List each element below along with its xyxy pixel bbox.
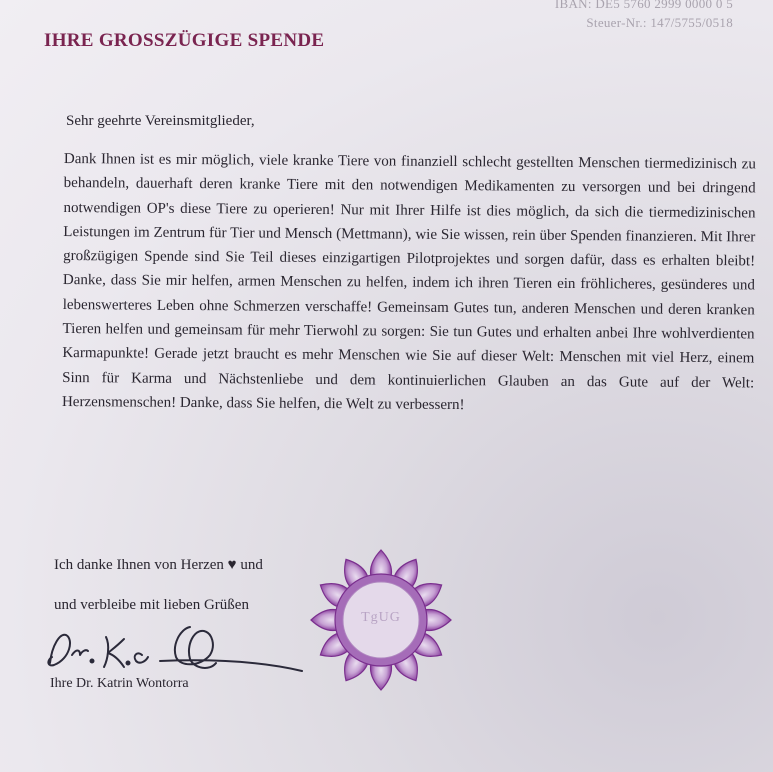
seal-monogram: TgUG bbox=[361, 610, 401, 625]
letter-body: Dank Ihnen ist es mir möglich, viele kranke Tiere von finanziell schlecht gestellten Menschen tiermedizinisch zu behandeln, dauerhaft deren kranke Tiere mit den notwendigen Medikamenten zu versorgen und bei dringend notwendigen OP's diese Tiere zu operieren! Nur mit Ihrer Hilfe ist dies möglich, da sich die tiermedizinischen Leistungen im Zentrum für Tier und Mensch (Mettmann), wie Sie wissen, rein über Spenden finanzieren. Mit Ihrer großzügigen Spende sind Sie Teil dieses einzigartigen Pilotprojektes und sorgen dafür, dass es erhalten bleibt! Danke, dass Sie mir helfen, armen Menschen zu helfen, indem ich ihren Tieren ein fröhlicheres, gesünderes und lebenswerteres Leben ohne Schmerzen verschaffe! Gemeinsam Gutes tun, anderen Menschen und deren kranken Tieren helfen und gemeinsam für mehr Tierwohl zu sorgen: Sie tun Gutes und erhalten anbei Ihre wohlverdienten Karmapunkte! Gerade jetzt braucht es mehr Menschen wie Sie auf dieser Welt: Menschen mit viel Herz, einem Sinn für Karma und Nächstenliebe und dem kontinuierlichen Glauben an das Gute auf der Welt: Herzensmenschen! Danke, dass Sie helfen, die Welt zu verbessern! bbox=[61, 150, 756, 414]
heart-icon: ♥ bbox=[227, 557, 237, 573]
closing-line-1 bbox=[54, 557, 263, 574]
closing-thanks-text: Ich danke Ihnen von Herzen bbox=[54, 557, 224, 573]
iban-line: IBAN: DE5 5760 2999 0000 0 5 bbox=[554, 0, 733, 11]
closing-and-text: und bbox=[240, 557, 263, 573]
letter-title: IHRE GROSSZÜGIGE SPENDE bbox=[44, 30, 325, 51]
tax-number-line: Steuer-Nr.: 147/5755/0518 bbox=[586, 15, 733, 30]
handwritten-signature bbox=[40, 615, 320, 685]
sender-name: Ihre Dr. Katrin Wontorra bbox=[50, 676, 189, 691]
salutation: Sehr geehrte Vereinsmitglieder, bbox=[66, 113, 255, 129]
closing-line-2: und verbleibe mit lieben Grüßen bbox=[54, 597, 249, 613]
letterhead-bank-details bbox=[555, 0, 733, 32]
